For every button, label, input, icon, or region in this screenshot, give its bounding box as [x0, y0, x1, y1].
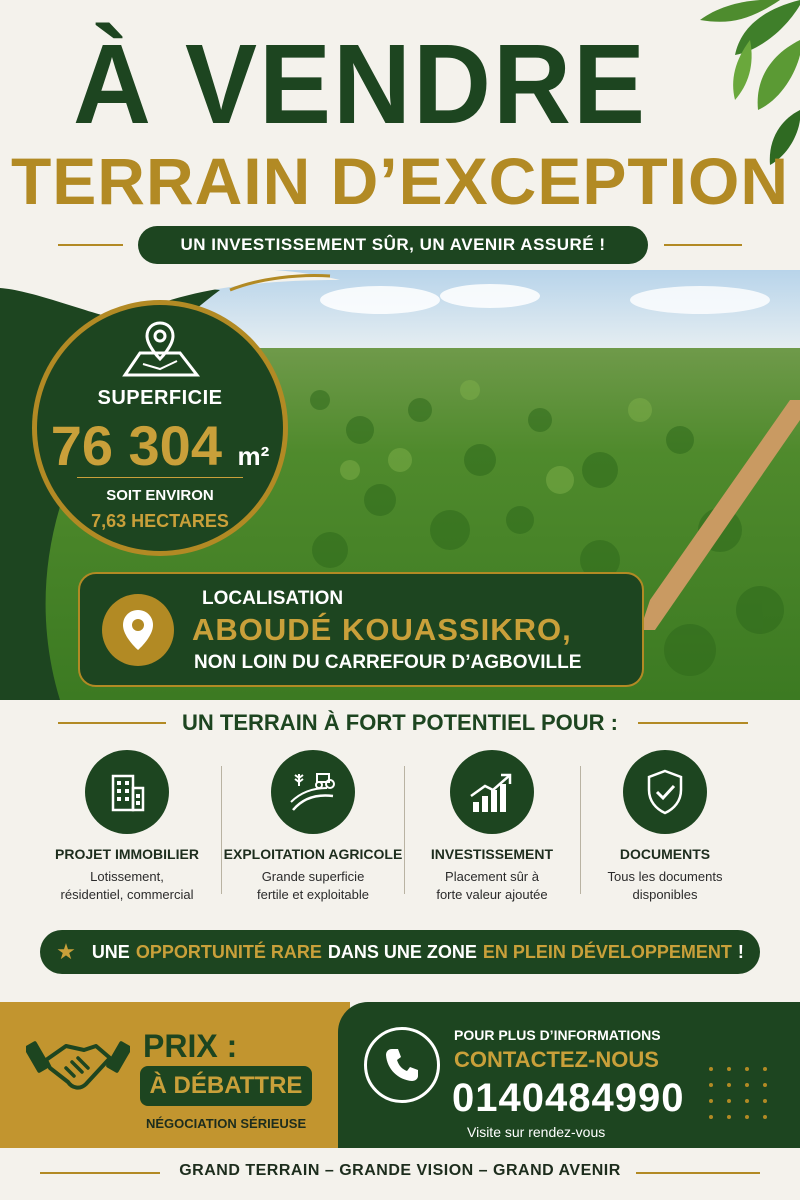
feature-desc: Placement sûr à forte valeur ajoutée	[436, 869, 548, 903]
info-label: POUR PLUS D’INFORMATIONS	[454, 1027, 661, 1043]
oppo-text: !	[737, 941, 744, 962]
feature-title: DOCUMENTS	[619, 846, 711, 862]
divider	[58, 244, 123, 246]
shield-check-icon	[623, 750, 707, 834]
farm-tractor-icon	[271, 750, 355, 834]
feature-immobilier	[32, 750, 222, 904]
oppo-text: UNE	[91, 941, 130, 962]
feature-investissement	[397, 750, 587, 904]
price-label: PRIX :	[143, 1028, 238, 1064]
price-value: À DÉBATTRE	[140, 1066, 312, 1106]
tagline-banner: UN INVESTISSEMENT SÛR, UN AVENIR ASSURÉ !	[138, 226, 648, 264]
oppo-text: DANS UNE ZONE	[327, 941, 477, 962]
divider	[77, 477, 243, 478]
opportunity-banner	[40, 930, 760, 974]
potential-heading: UN TERRAIN À FORT POTENTIEL POUR :	[182, 710, 618, 735]
hectares-value: 7,63 HECTARES	[91, 511, 229, 531]
price-note: NÉGOCIATION SÉRIEUSE	[146, 1116, 307, 1131]
localisation-label: LOCALISATION	[202, 588, 344, 609]
oppo-highlight: EN PLEIN DÉVELOPPEMENT	[482, 941, 732, 962]
phone-icon[interactable]	[364, 1027, 440, 1103]
feature-desc: Tous les documents disponibles	[607, 869, 723, 903]
contact-cta: CONTACTEZ-NOUS	[454, 1047, 659, 1072]
feature-title: EXPLOITATION AGRICOLE	[223, 846, 403, 862]
superficie-badge	[32, 300, 288, 556]
superficie-number: 76 304	[50, 414, 222, 477]
feature-agricole	[218, 750, 408, 904]
building-icon	[85, 750, 169, 834]
superficie-value	[37, 413, 283, 478]
page-subtitle: TERRAIN D’EXCEPTION	[10, 144, 790, 218]
divider	[664, 244, 742, 246]
location-pin-icon	[102, 594, 174, 666]
growth-chart-icon	[450, 750, 534, 834]
localisation-place: ABOUDÉ KOUASSIKRO,	[192, 612, 572, 647]
superficie-label: SUPERFICIE	[97, 387, 223, 409]
page-title: À VENDRE	[72, 19, 648, 147]
localisation-detail: NON LOIN DU CARREFOUR D’AGBOVILLE	[194, 652, 582, 673]
star-icon: ★	[56, 939, 76, 964]
feature-desc: Lotissement, résidentiel, commercial	[60, 869, 194, 903]
approx-label: SOIT ENVIRON	[106, 487, 214, 504]
footer-slogan: GRAND TERRAIN – GRANDE VISION – GRAND AVENIR	[179, 1162, 621, 1179]
feature-title: PROJET IMMOBILIER	[55, 846, 199, 862]
feature-desc: Grande superficie fertile et exploitable	[256, 869, 369, 903]
localisation-box	[78, 572, 644, 687]
superficie-unit: m²	[237, 441, 270, 471]
feature-documents	[570, 750, 760, 904]
visit-note: Visite sur rendez-vous	[467, 1124, 606, 1140]
feature-title: INVESTISSEMENT	[430, 846, 554, 862]
map-pin-plot-icon	[115, 319, 205, 381]
handshake-icon	[26, 1028, 130, 1100]
phone-number[interactable]: 0140484990	[452, 1076, 685, 1120]
dots-decoration	[706, 1064, 776, 1124]
oppo-highlight: OPPORTUNITÉ RARE	[135, 941, 322, 962]
